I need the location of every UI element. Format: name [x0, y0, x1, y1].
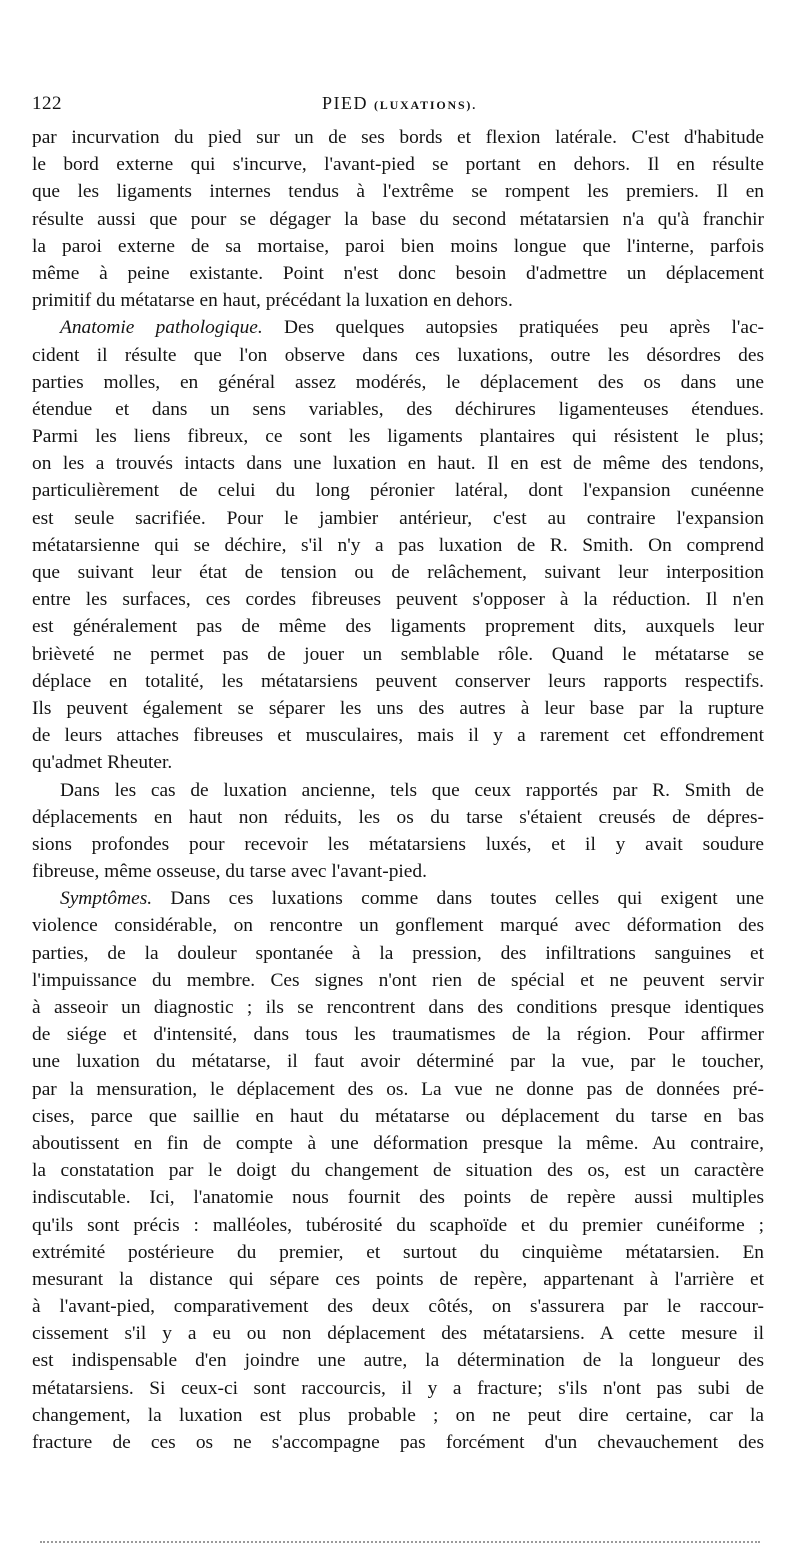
line-text: à asseoir un diagnostic ; ils se rencontrent dans des conditions presque identiques	[32, 997, 764, 1018]
text-line	[32, 749, 764, 776]
line-text: le bord externe qui s'incurve, l'avant-pied se portant en dehors. Il en résulte	[32, 154, 764, 176]
line-text: que suivant leur état de tension ou de relâchement, suivant leur interposition	[32, 562, 764, 583]
line-text: résulte aussi que pour se dégager la base du second métatarsien n'a qu'à franchir	[32, 208, 764, 230]
line-text: à l'avant-pied, comparativement des deux côtés, on s'assurera par le raccour-	[32, 1296, 764, 1318]
line-text: métatarsiens. Si ceux-ci sont raccourcis, il y a fracture; s'ils n'ont pas subi de	[32, 1377, 764, 1399]
line-text: primitif du métatarse en haut, précédant la luxation en dehors.	[32, 290, 513, 312]
line-text: une luxation du métatarse, il faut avoir déterminé par la vue, par le toucher,	[32, 1051, 764, 1073]
text-line	[32, 1157, 764, 1184]
line-text: la paroi externe de sa mortaise, paroi bien moins longue que l'interne, parfois	[32, 235, 764, 257]
line-text: Dans les cas de luxation ancienne, tels que ceux rapportés par R. Smith de	[60, 779, 764, 801]
text-line	[32, 1320, 764, 1347]
line-text: changement, la luxation est plus probable ; on ne peut dire certaine, car la	[32, 1404, 764, 1426]
text-line	[32, 994, 764, 1021]
text-line	[32, 1076, 764, 1103]
text-line	[32, 695, 764, 722]
text-line	[32, 396, 764, 423]
text-line	[32, 940, 764, 967]
text-line	[32, 505, 764, 532]
section-heading: Symptômes.	[60, 888, 153, 910]
text-line	[32, 532, 764, 559]
line-text: qu'admet Rheuter.	[32, 752, 173, 774]
text-line	[32, 831, 764, 858]
text-line	[32, 559, 764, 586]
text-line	[32, 1402, 764, 1429]
line-text: de siége et d'intensité, dans tous les traumatismes de la région. Pour affirmer	[32, 1024, 764, 1046]
line-text: la constatation par le doigt du changement de situation des os, est un caractère	[32, 1160, 764, 1182]
line-text: par la mensuration, le déplacement des os. La vue ne donne pas de données pré-	[32, 1078, 764, 1100]
text-line	[32, 912, 764, 939]
footer-rule	[40, 1541, 760, 1543]
line-text: parties, de la douleur spontanée à la pression, des infiltrations sanguines et	[32, 942, 764, 964]
line-text: est indispensable d'en joindre une autre, la détermination de la longueur des	[32, 1350, 764, 1372]
line-text: de leurs attaches fibreuses et musculaires, mais il y a rarement cet effondrement	[32, 725, 764, 747]
text-line	[32, 1048, 764, 1075]
text-line	[32, 777, 764, 804]
line-text: déplace en totalité, les métatarsiens peuvent conserver leurs rapports respectifs.	[32, 670, 764, 692]
text-line	[32, 668, 764, 695]
text-line	[32, 1375, 764, 1402]
line-text: particulièrement de celui du long péronier latéral, dont l'expansion cunéenne	[32, 480, 764, 502]
line-text: que les ligaments internes tendus à l'extrême se rompent les premiers. Il en	[32, 181, 764, 203]
running-title-sub: (LUXATIONS).	[373, 98, 478, 112]
line-text: même à peine existante. Point n'est donc besoin d'admettre un déplacement	[32, 262, 764, 284]
line-text: Parmi les liens fibreux, ce sont les ligaments plantaires qui résistent le plus;	[32, 426, 764, 448]
text-line	[32, 1212, 764, 1239]
section-heading: Anatomie pathologique.	[60, 317, 263, 339]
text-line	[32, 858, 764, 885]
line-text: aboutissent en fin de compte à une déformation presque la même. Au contraire,	[32, 1132, 764, 1154]
text-line	[32, 1266, 764, 1293]
line-text: cissement s'il y a eu ou non déplacement des métatarsiens. A cette mesure il	[32, 1323, 764, 1345]
line-text: Ils peuvent également se séparer les uns des autres à leur base par la rupture	[32, 697, 764, 719]
text-line	[32, 233, 764, 260]
running-title	[32, 93, 767, 114]
text-line	[32, 1293, 764, 1320]
line-text: mesurant la distance qui sépare ces points de repère, appartenant à l'arrière et	[32, 1268, 764, 1290]
text-line	[32, 1184, 764, 1211]
line-text: indiscutable. Ici, l'anatomie nous fournit des points de repère aussi multiples	[32, 1187, 764, 1209]
running-head	[32, 93, 767, 119]
text-line	[32, 613, 764, 640]
text-line	[32, 287, 764, 314]
line-text: cident il résulte que l'on observe dans ces luxations, outre les désordres des	[32, 344, 764, 366]
line-text: est seule sacrifiée. Pour le jambier antérieur, c'est au contraire l'expansion	[32, 507, 764, 529]
line-text: brièveté ne permet pas de jouer un semblable rôle. Quand le métatarse se	[32, 643, 764, 665]
text-line	[32, 477, 764, 504]
line-text: métatarsienne qui se déchire, s'il n'y a pas luxation de R. Smith. On comprend	[32, 534, 764, 556]
text-line	[32, 885, 764, 912]
line-text: sions profondes pour recevoir les métatarsiens luxés, et il y avait soudure	[32, 833, 764, 855]
text-line	[32, 586, 764, 613]
text-line	[32, 260, 764, 287]
line-text: étendue et dans un sens variables, des déchirures ligamenteuses étendues.	[32, 398, 764, 420]
text-line	[32, 314, 764, 341]
line-text: fracture de ces os ne s'accompagne pas forcément d'un chevauchement des	[32, 1432, 764, 1453]
line-text: qu'ils sont précis : malléoles, tubérosité du scaphoïde et du premier cunéiforme ;	[32, 1214, 764, 1236]
line-text: l'impuissance du membre. Ces signes n'ont rien de spécial et ne peuvent servir	[32, 969, 764, 991]
body-text	[32, 124, 764, 1456]
text-line	[32, 450, 764, 477]
text-line	[32, 423, 764, 450]
page-number: 122	[32, 93, 62, 114]
line-text: est généralement pas de même des ligaments proprement dits, auxquels leur	[32, 616, 764, 638]
text-line	[32, 722, 764, 749]
line-text: Des quelques autopsies pratiquées peu après l'ac-	[262, 317, 765, 339]
text-line	[32, 1239, 764, 1266]
text-line	[32, 178, 764, 205]
text-line	[32, 369, 764, 396]
line-text: extrémité postérieure du premier, et surtout du cinquième métatarsien. En	[32, 1241, 764, 1263]
line-text: on les a trouvés intacts dans une luxation en haut. Il en est de même des tendons,	[32, 453, 764, 475]
text-line	[32, 1429, 764, 1456]
running-title-main: PIED	[321, 93, 368, 113]
line-text: déplacements en haut non réduits, les os du tarse s'étaient creusés de dépres-	[32, 806, 764, 828]
text-line	[32, 1021, 764, 1048]
text-line	[32, 151, 764, 178]
line-text: parties molles, en général assez modérés, le déplacement des os dans une	[32, 371, 764, 393]
text-line	[32, 1347, 764, 1374]
line-text: cises, parce que saillie en haut du métatarse ou déplacement du tarse en bas	[32, 1105, 764, 1127]
line-text: violence considérable, on rencontre un gonflement marqué avec déformation des	[32, 915, 764, 937]
line-text: par incurvation du pied sur un de ses bords et flexion latérale. C'est d'habitude	[32, 127, 764, 148]
text-line	[32, 342, 764, 369]
line-text: Dans ces luxations comme dans toutes celles qui exigent une	[152, 888, 764, 910]
text-line	[32, 967, 764, 994]
text-line	[32, 804, 764, 831]
text-line	[32, 641, 764, 668]
line-text: fibreuse, même osseuse, du tarse avec l'avant-pied.	[32, 861, 427, 883]
text-line	[32, 1103, 764, 1130]
line-text: entre les surfaces, ces cordes fibreuses peuvent s'opposer à la réduction. Il n'en	[32, 589, 764, 611]
text-line	[32, 1130, 764, 1157]
text-line	[32, 124, 764, 151]
text-line	[32, 206, 764, 233]
